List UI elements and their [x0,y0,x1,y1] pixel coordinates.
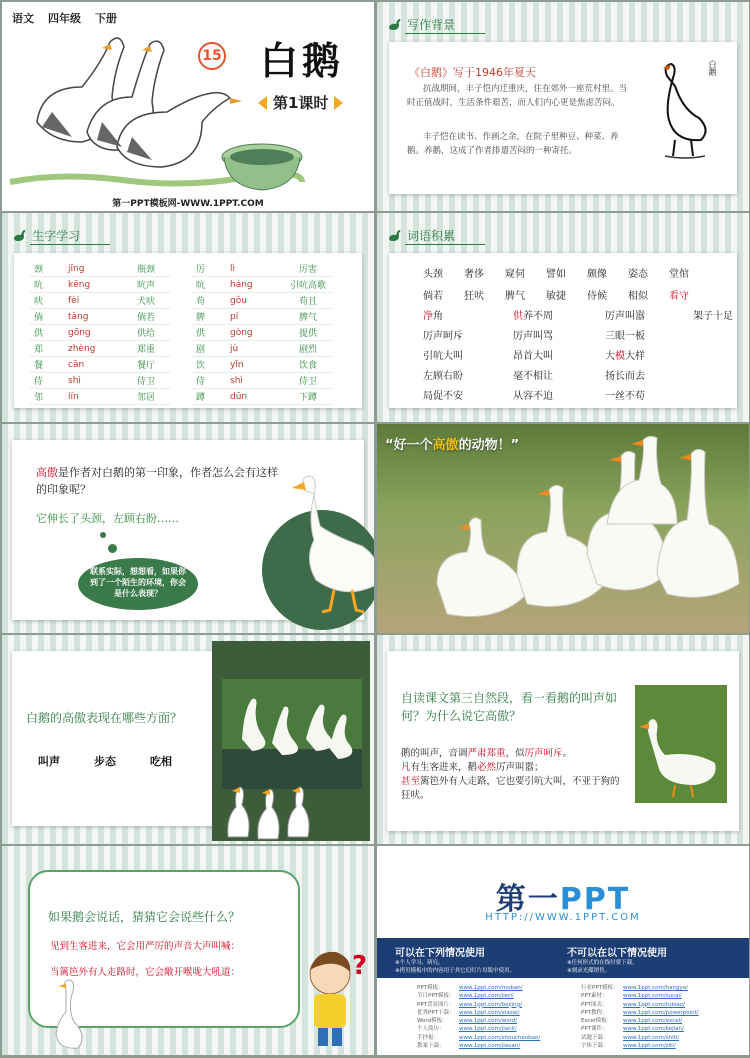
slide-background[interactable] [377,213,749,422]
slide-background[interactable] [2,846,374,1055]
word-item: 脾气 [505,291,525,302]
char-cell: 剧 [192,341,226,357]
word-cell: 脾气 [284,309,332,325]
char-cell: 侍 [192,373,226,389]
goose-grass-photo [635,685,727,803]
section-header: 写作背景 [387,16,455,33]
link-url[interactable]: www.1ppt.com/ziti/ [623,1043,676,1050]
char-table-left [30,261,170,405]
word-item [693,347,749,362]
link-url[interactable]: www.1ppt.com/jianli/ [459,1026,517,1033]
question-card [12,651,222,826]
word-cell: 餐厅 [122,357,170,373]
word-segment: 昂首大叫 [513,351,553,362]
word-item [513,367,605,382]
link-label: Word模板： [417,1018,448,1025]
link-row[interactable] [417,1001,540,1009]
link-label: PPT课件： [581,1026,608,1033]
word-item: 倘若 [423,291,443,302]
goose-icon [12,228,28,244]
word-segment: 从容不迫 [513,391,553,402]
geese-flock-photo [377,424,749,633]
word-segment: 引吭大叫 [423,351,463,362]
word-segment: 局促不安 [423,391,463,402]
word-item [423,307,513,322]
word-item [423,347,513,362]
word-item [423,367,513,382]
lesson-pager[interactable] [258,92,343,113]
goose-icon [387,228,403,244]
link-url[interactable]: www.1ppt.com/shiti/ [623,1034,680,1041]
background-card [389,42,737,194]
link-row[interactable] [417,1009,540,1017]
link-url[interactable]: www.1ppt.com/hangye/ [623,985,689,991]
pinyin-cell: kēng [64,277,122,293]
char-row [30,293,170,309]
link-row[interactable] [581,1042,699,1050]
section-header: 生字学习 [12,227,80,244]
word-row-1 [423,265,737,280]
word-segment: 大 [605,351,615,362]
char-cell: 倘 [30,309,64,325]
word-segment: 三眼一板 [605,331,645,342]
pinyin-cell: cān [64,357,122,373]
link-url[interactable]: www.1ppt.com/kejian/ [623,1026,684,1033]
link-label: 字体下载： [581,1043,609,1050]
pinyin-cell: pí [226,309,284,325]
word-item: 譬如 [546,269,566,280]
word-item [513,387,605,402]
word-cell: 提供 [284,325,332,341]
char-row [30,373,170,389]
usage-banner [377,938,749,978]
pinyin-cell: jǐng [64,261,122,277]
pinyin-cell: tǎng [64,309,122,325]
word-item: 狂吠 [464,291,484,302]
prompt-line-1: 见到生客进来，它会用严厉的声音大声叫喊： [50,941,241,952]
word-segment: 厉声呵斥 [423,331,463,342]
char-table-right [192,261,332,405]
slide-photo[interactable] [377,424,749,633]
lead-text: 《白鹅》写于1946年夏天 [409,66,536,79]
link-label: Excel模板： [581,1018,613,1025]
thought-cloud: 联系实际，想想看，如果你到了一个陌生的环境，你会是什么表现？ [78,558,198,610]
word-item [513,347,605,362]
word-cell: 侍卫 [284,373,332,389]
link-row[interactable] [581,1001,699,1009]
word-cell: 侍卫 [122,373,170,389]
char-cell: 吠 [30,293,64,309]
word-item [693,367,749,382]
word-row-2 [423,287,737,302]
word-item [693,387,749,402]
link-row[interactable] [581,1025,699,1033]
cartoon-geese [218,777,328,843]
word-cell: 引吭高歌 [284,277,332,293]
links-right [581,984,699,1050]
link-label: PPT模板： [417,985,444,991]
link-url[interactable]: www.1ppt.com/excel/ [623,1018,682,1025]
cannot-use-item-1: ※任何形式的在线付费下载。 [567,960,638,966]
link-row[interactable] [581,992,699,1000]
char-cell: 供 [192,325,226,341]
pinyin-cell: jù [226,341,284,357]
word-item: 敏捷 [546,291,566,302]
word-cell: 饮食 [284,357,332,373]
pinyin-cell: gǒu [226,293,284,309]
word-cell: 犬吠 [122,293,170,309]
links-left [417,984,540,1050]
goose-photo [274,470,374,620]
word-segment: 养不周 [523,311,553,322]
word-segment: 厉声叫嚣 [605,311,645,322]
char-row [30,261,170,277]
link-row[interactable] [417,984,540,992]
link-row[interactable] [581,1034,699,1042]
char-row [30,357,170,373]
aspect-list: 叫声 步态 吃相 [38,755,172,768]
word-item: 侍候 [587,291,607,302]
link-label: PPT素材： [581,993,608,1000]
char-row [30,389,170,405]
pinyin-cell: gòng [226,325,284,341]
word-cell: 郑重 [122,341,170,357]
pinyin-cell: dūn [226,389,284,405]
pinyin-cell: lín [64,389,122,405]
cannot-use-item-2: ※刻录光碟销售。 [567,968,611,974]
paragraph-2: 丰子恺在读书、作画之余，在院子里种豆、种菜、养鹅。养鹅，这成了作者排遣苦闷的一种寄托。 [407,132,619,156]
char-cell: 颈 [30,261,64,277]
brand-url[interactable]: HTTP://WWW.1PPT.COM [485,912,641,923]
answer-text: 鹅的叫声，音调严肃郑重，似厉声呵斥。 凡有生客进来，鹅必然厉声叫嚣； 甚至篱笆外有人走路，它也要引吭大叫，不亚于狗的狂吠。 [401,748,620,801]
char-row [192,389,332,405]
question-text: 自读课文第三自然段，看一看鹅的叫声如何？为什么说它高傲？ [401,691,618,723]
char-row [192,277,332,293]
slide-credits[interactable] [377,846,749,1055]
link-label: PPT教程： [581,1009,608,1016]
cannot-use-heading: 不可以在以下情况使用 [567,948,667,959]
link-label: PPT图表： [581,1001,608,1008]
char-cell: 郑 [30,341,64,357]
slide-background[interactable] [2,424,374,633]
word-item [605,387,693,402]
link-url[interactable]: www.1ppt.com/beijing/ [459,1001,523,1008]
link-row[interactable] [417,1025,540,1033]
lesson-number-badge: 15 [198,42,226,70]
word-item [423,387,513,402]
char-row [30,277,170,293]
char-row [192,293,332,309]
char-row [192,325,332,341]
link-label: 个人简历： [417,1026,445,1033]
word-cell: 厉害 [284,261,332,277]
word-item: 头颈 [423,269,443,280]
char-row [192,261,332,277]
char-cell: 邻 [30,389,64,405]
word-item [693,327,749,342]
word-item [513,307,605,322]
char-row [192,357,332,373]
question-text: 高傲是作者对白鹅的第一印象，作者怎么会有这样的印象呢？ [36,466,278,496]
prev-arrow-icon[interactable] [258,96,267,110]
slide-background[interactable] [377,635,749,844]
link-label: 试题下载： [581,1034,609,1041]
char-row [30,309,170,325]
word-segment: 净 [423,311,433,322]
word-item: 窥伺 [505,269,525,280]
char-row [30,325,170,341]
char-cell: 吭 [192,277,226,293]
slide-background[interactable] [2,635,374,844]
word-item [605,307,693,322]
word-cell: 吭声 [122,277,170,293]
word-cell: 倘若 [122,309,170,325]
link-url[interactable]: www.1ppt.com/tubiao/ [623,1001,685,1008]
question-card [12,440,364,620]
pinyin-cell: gōng [64,325,122,341]
lesson-label: 第1课时 [273,94,329,112]
geese-pond-photo [222,679,362,789]
word-cell: 瓶颈 [122,261,170,277]
link-row[interactable] [581,984,699,992]
link-row[interactable] [417,1034,540,1042]
goose-icon [387,17,403,33]
word-cell: 剧烈 [284,341,332,357]
word-cell: 邻居 [122,389,170,405]
word-segment: 供 [513,311,523,322]
link-url[interactable]: www.1ppt.com/powerpoint/ [623,1009,699,1016]
word-segment: 架子十足 [693,311,733,322]
char-cell: 供 [30,325,64,341]
slide-background[interactable] [2,213,374,422]
link-url[interactable]: www.1ppt.com/word/ [459,1018,518,1025]
question-text: 如果鹅会说话，猜猜它会说些什么？ [48,910,241,924]
word-cell: 供给 [122,325,170,341]
words-card [389,253,737,408]
link-label: 手抄报： [417,1034,440,1041]
word-segment: 模 [615,351,625,362]
paragraph-1: 抗战期间，丰子恺内迁重庆，住在郊外一座荒村里。当时正值战时，生活条件艰苦，而人们内心更是焦虑苦闷。 [407,84,628,108]
chars-card [14,253,362,408]
can-use-heading: 可以在下列情况使用 [395,948,485,959]
link-url[interactable]: www.1ppt.com/xiazai/ [459,1009,520,1016]
can-use-item-2: ※拷贝模板中的内容用于其它幻灯片母版中使用。 [395,968,516,974]
link-url[interactable]: www.1ppt.com/shouchaobao/ [459,1034,541,1041]
char-cell: 脾 [192,309,226,325]
link-url[interactable]: www.1ppt.com/jiaoan/ [459,1043,521,1050]
word-item: 奢侈 [464,269,484,280]
pinyin-cell: lì [226,261,284,277]
char-cell: 餐 [30,357,64,373]
char-cell: 侍 [30,373,64,389]
link-url[interactable]: www.1ppt.com/sucai/ [623,993,682,1000]
link-label: 教案下载： [417,1043,445,1050]
link-row[interactable] [417,992,540,1000]
goose-sketch [48,976,92,1055]
svg-text:?: ? [352,951,368,981]
link-row[interactable] [417,1017,540,1025]
word-item [605,347,693,362]
word-grid [423,307,737,402]
word-cell: 苟且 [284,293,332,309]
word-segment: 一丝不苟 [605,391,645,402]
word-segment: 大样 [625,351,645,362]
pinyin-cell: shì [64,373,122,389]
word-item: 看守 [669,291,689,302]
link-row[interactable] [417,1042,540,1050]
word-segment: 厉声叫骂 [513,331,553,342]
word-item: 堂倌 [669,269,689,280]
word-segment: 左顾右盼 [423,371,463,382]
page-title: 白鹅 [260,38,345,83]
pinyin-cell: yǐn [226,357,284,373]
link-label: PPT背景图片： [417,1001,455,1008]
painting-signature: 白鹅 [708,60,717,76]
word-segment: 毫不相让 [513,371,553,382]
section-header: 词语积累 [387,227,455,244]
char-cell: 苟 [192,293,226,309]
subject-meta: 语文 四年级 下册 [12,12,117,25]
pinyin-cell: fèi [64,293,122,309]
word-segment: 角 [433,311,443,322]
slide-title[interactable] [2,2,374,211]
link-row[interactable] [581,1009,699,1017]
question-text: 白鹅的高傲表现在哪些方面？ [26,711,183,725]
char-row [192,341,332,357]
next-arrow-icon[interactable] [334,96,343,110]
reading-card [387,651,739,831]
link-row[interactable] [581,1017,699,1025]
word-item [605,367,693,382]
word-item: 颇像 [587,269,607,280]
word-item [513,327,605,342]
link-label: 行业PPT模板： [581,985,619,991]
prompt-line-2: 当篱笆外有人走路时，它会敞开喉咙大吼道： [50,967,241,978]
pinyin-cell: háng [226,277,284,293]
char-row [192,373,332,389]
footer-link[interactable]: 第一PPT模板网-WWW.1PPT.COM [112,199,264,209]
char-cell: 蹲 [192,389,226,405]
link-url[interactable]: www.1ppt.com/moban/ [459,985,523,991]
word-item [693,307,749,322]
slide-background[interactable] [377,2,749,211]
brand-logo[interactable]: 第一PPT [495,882,631,917]
word-item [423,327,513,342]
word-segment: 扬长而去 [605,371,645,382]
link-url[interactable]: www.1ppt.com/jieri/ [459,993,514,1000]
word-cell: 下蹲 [284,389,332,405]
link-label: 节日PPT模板： [417,993,455,1000]
pinyin-cell: zhèng [64,341,122,357]
char-cell: 饮 [192,357,226,373]
pinyin-cell: shì [226,373,284,389]
char-row [30,341,170,357]
answer-text: 它伸长了头颈，左顾右盼…… [36,512,179,525]
char-cell: 吭 [30,277,64,293]
word-item: 姿态 [628,269,648,280]
slide-title: “好一个高傲的动物！” [385,438,520,453]
word-item: 相似 [628,291,648,302]
link-label: 优秀PPT下载： [417,1009,455,1016]
char-row [192,309,332,325]
thinking-boy [296,944,372,1054]
word-item [605,327,693,342]
char-cell: 厉 [192,261,226,277]
can-use-item-1: ※个人学习、研究。 [395,960,444,966]
